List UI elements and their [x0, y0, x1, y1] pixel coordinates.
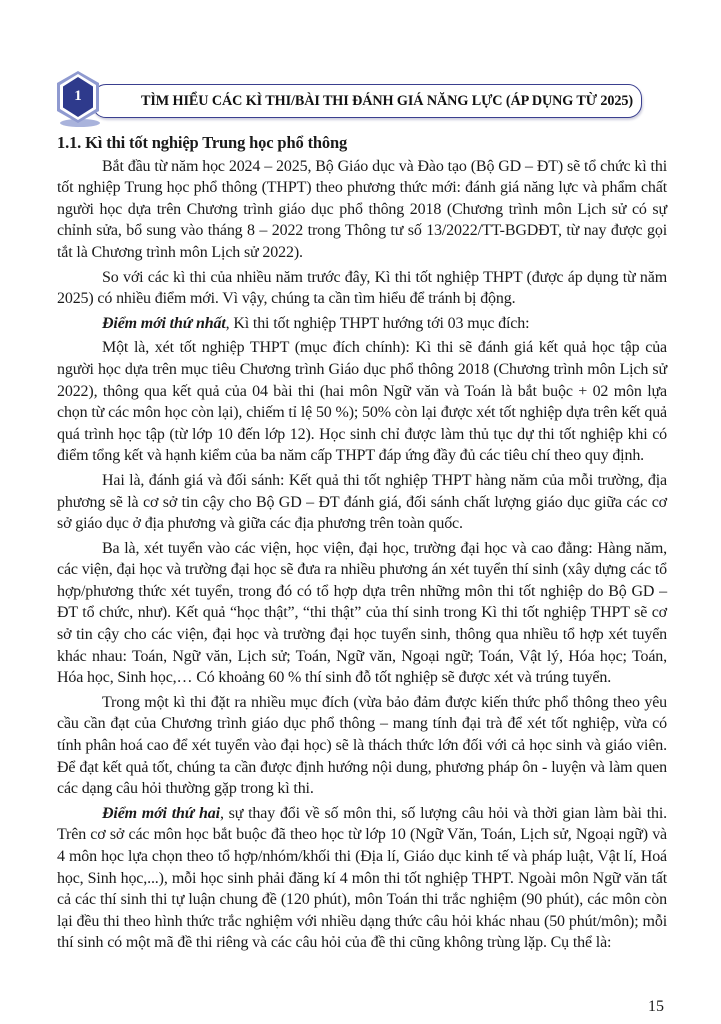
paragraph	[57, 337, 667, 467]
paragraph-text: Hai là, đánh giá và đối sánh: Kết quả thi tốt nghiệp THPT hàng năm của mỗi trường, địa phương sẽ là cơ sở tin cậy cho Bộ GD – ĐT đánh giá, đối sánh chất lượng giáo dục giữa các cơ sở giáo dục ở địa phương và giữa các địa phương trên toàn quốc.	[57, 471, 667, 533]
paragraph	[57, 313, 667, 335]
paragraph-lead: Điểm mới thứ nhất	[102, 314, 226, 332]
page-number: 15	[648, 998, 664, 1015]
banner-bar	[92, 84, 642, 118]
paragraph-text: So với các kì thi của nhiều năm trước đây, Kì thi tốt nghiệp THPT (được áp dụng từ năm 2025) có nhiều điểm mới. Vì vậy, chúng ta cần tìm hiểu để tránh bị động.	[57, 268, 667, 308]
paragraph-text: , sự thay đổi về số môn thi, số lượng câu hỏi và thời gian làm bài thi. Trên cơ sở các môn học bắt buộc đã theo học từ lớp 10 (Ngữ Văn, Toán, Lịch sử, Ngoại ngữ) và 4 môn học lựa chọn theo tổ hợp/nhóm/khối thi (Địa lí, Giáo dục kinh tế và pháp luật, Vật lí, Hoá học, Sinh học,...), mỗi học sinh phải đăng kí 4 môn thi tốt nghiệp THPT. Ngoài môn Ngữ văn tất cả các thí sinh thi tự luận chung đề (120 phút), môn Toán thi trắc nghiệm (90 phút), các môn còn lại đều thi theo hình thức trắc nghiệm với nhiều dạng thức câu hỏi khác nhau (50 phút/môn); mỗi thí sinh có một mã đề thi riêng và các câu hỏi của đề thi cũng không trùng lặp. Cụ thể là:	[57, 804, 667, 952]
paragraph-text: Một là, xét tốt nghiệp THPT (mục đích chính): Kì thi sẽ đánh giá kết quả học tập của người học dựa trên mục tiêu Chương trình Giáo dục phổ thông 2018 (Chương trình môn Lịch sử 2022), thông qua kết quả của 04 bài thi (hai môn Ngữ văn và Toán là bắt buộc + 02 môn lựa chọn từ các môn học còn lại), chiếm tỉ lệ 50 %); 50% còn lại được xét tốt nghiệp dựa trên kết quả quá trình học tập (từ lớp 10 đến lớp 12). Học sinh chỉ được làm thủ tục dự thi tốt nghiệp khi có điểm tổng kết và hạnh kiểm của ba năm cấp THPT đáp ứng đầy đủ các tiêu chí theo quy định.	[57, 339, 667, 465]
paragraph-text: Ba là, xét tuyển vào các viện, học viện, đại học, trường đại học và cao đẳng: Hàng năm, các viện, đại học và trường đại học sẽ đưa ra nhiều phương án xét tuyển thí sinh (xây dựng các tổ hợp/phương thức xét tuyển, trong đó có tổ hợp dựa trên những môn thi tốt nghiệp do Bộ GD – ĐT tổ chức, như). Kết quả “học thật”, “thi thật” của thí sinh trong Kì thi tốt nghiệp THPT sẽ cơ sở tin cậy cho các viện, đại học và trường đại học tuyển sinh, thông qua nhiều tổ hợp xét tuyển khác nhau: Toán, Ngữ văn, Lịch sử; Toán, Ngữ văn, Ngoại ngữ; Toán, Vật lý, Hóa học; Toán, Hóa học, Sinh học,… Có khoảng 60 % thí sinh đỗ tốt nghiệp sẽ được xét và trúng tuyển.	[57, 539, 667, 687]
banner-title: TÌM HIỂU CÁC KÌ THI/BÀI THI ĐÁNH GIÁ NĂNG LỰC (ÁP DỤNG TỪ 2025)	[141, 93, 634, 109]
section-heading: 1.1. Kì thi tốt nghiệp Trung học phổ thông	[57, 133, 348, 152]
paragraph-text: , Kì thi tốt nghiệp THPT hướng tới 03 mục đích:	[225, 314, 530, 332]
paragraph-text: Trong một kì thi đặt ra nhiều mục đích (vừa bảo đảm được kiến thức phổ thông theo yêu cầu cần đạt của Chương trình giáo dục phổ thông – mang tính đại trà để xét tốt nghiệp, vừa có tính phân hoá cao để xét tuyển vào đại học) sẽ là thách thức lớn đối với cả học sinh và giáo viên. Để đạt kết quả tốt, chúng ta cần được định hướng nội dung, phương pháp ôn - luyện và làm quen các dạng câu hỏi thường gặp trong kì thi.	[57, 693, 667, 798]
paragraph-text: Bắt đầu từ năm học 2024 – 2025, Bộ Giáo dục và Đào tạo (Bộ GD – ĐT) sẽ tổ chức kì thi tốt nghiệp Trung học phổ thông (THPT) theo phương thức mới: đánh giá năng lực và phẩm chất người học dựa trên Chương trình giáo dục phổ thông 2018 (Chương trình môn Lịch sử có sự chỉnh sửa, bổ sung vào tháng 8 – 2022 trong Thông tư số 13/2022/TT-BGDĐT, từ nay được gọi tắt là Chương trình môn Lịch sử 2022).	[57, 157, 667, 261]
paragraph	[57, 156, 667, 264]
banner-number: 1	[74, 88, 82, 104]
paragraph	[57, 470, 667, 535]
paragraph	[57, 538, 667, 689]
paragraph	[57, 803, 667, 954]
paragraph	[57, 692, 667, 800]
paragraphs	[57, 156, 667, 954]
document-body	[57, 132, 667, 957]
section-banner	[56, 70, 646, 132]
paragraph	[57, 267, 667, 310]
paragraph-lead: Điểm mới thứ hai	[102, 804, 220, 822]
